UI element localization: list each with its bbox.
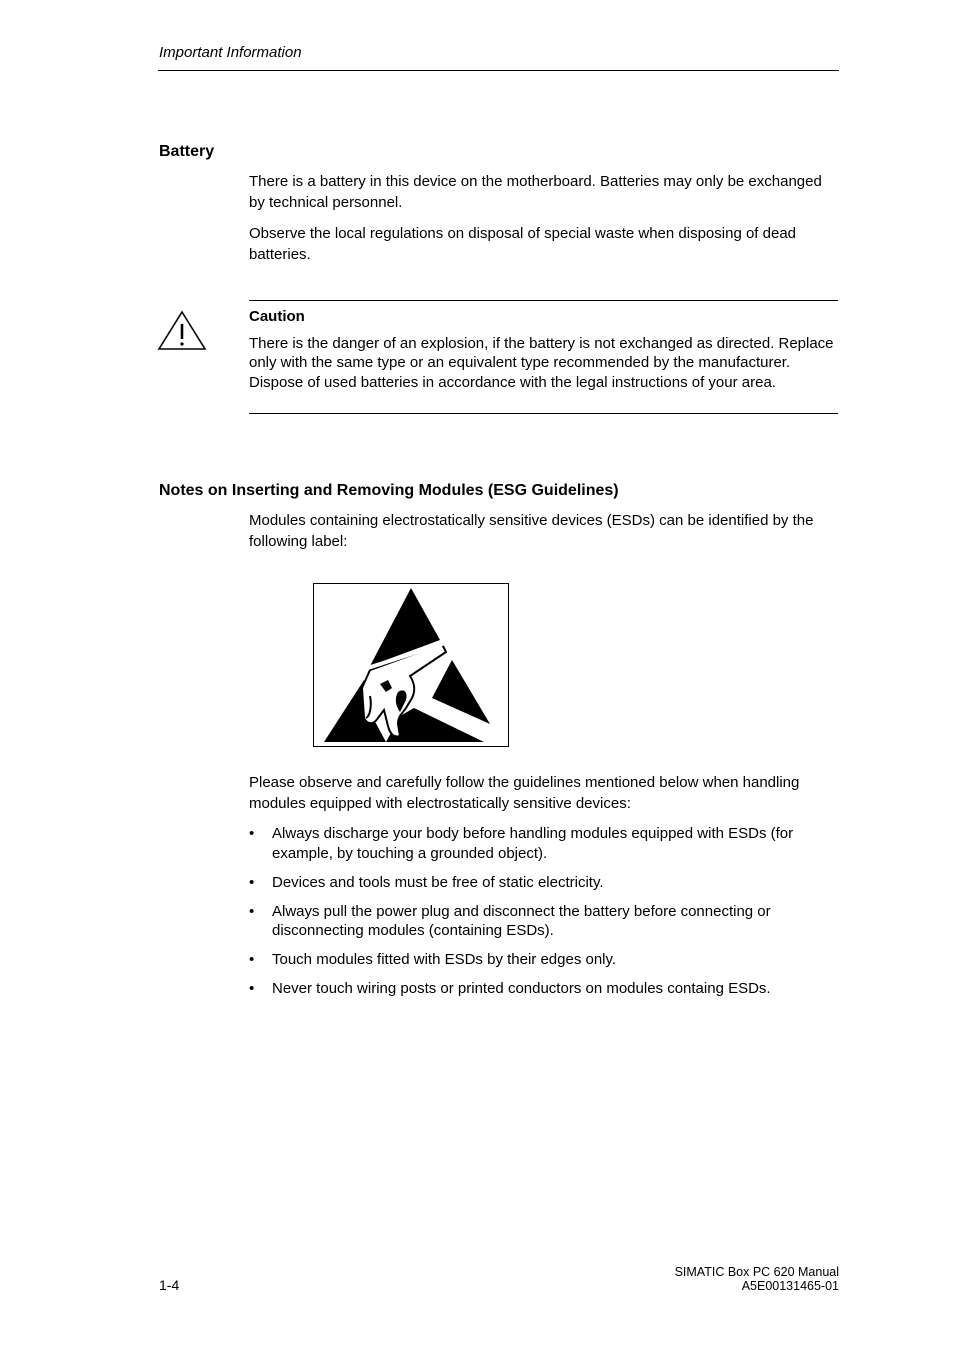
caution-text: There is the danger of an explosion, if the battery is not exchanged as directed. Replace only with the same type or an equivalent type recommended by the manufacturer. Dispose of used batteries in accordance with the legal instructions of your area. — [249, 335, 834, 391]
list-item-text: Devices and tools must be free of static electricity. — [272, 873, 604, 891]
battery-paragraph-1: There is a battery in this device on the motherboard. Batteries may only be exchanged by technical personnel. — [249, 173, 822, 211]
running-header: Important Information — [159, 44, 302, 61]
battery-heading: Battery — [159, 143, 215, 160]
footer-manual-title: SIMATIC Box PC 620 Manual — [674, 1265, 839, 1279]
list-item — [249, 950, 839, 970]
guidelines-list — [249, 824, 839, 1008]
bullet-symbol: • — [249, 902, 255, 920]
list-item-text: Touch modules fitted with ESDs by their edges only. — [272, 951, 617, 968]
caution-bottom-rule — [249, 413, 838, 414]
esd-warning-icon — [314, 584, 508, 746]
bullet-symbol: • — [249, 825, 255, 842]
esg-intro: Modules containing electrostatically sensitive devices (ESDs) can be identified by the following label: — [249, 512, 814, 550]
caution-top-rule — [249, 300, 838, 301]
footer-doc-number: A5E00131465-01 — [741, 1279, 839, 1293]
list-item-text: Always pull the power plug and disconnect the battery before connecting or disconnecting modules (containing ESDs). — [272, 902, 771, 939]
header-divider — [158, 70, 839, 71]
page-number: 1-4 — [159, 1277, 180, 1293]
list-item — [249, 824, 839, 863]
list-item — [249, 902, 839, 941]
esd-label-frame — [313, 583, 509, 747]
caution-title: Caution — [249, 308, 305, 325]
list-item-text: Always discharge your body before handling modules equipped with ESDs (for example, by touching a grounded object). — [272, 825, 794, 862]
bullet-symbol: • — [249, 873, 255, 891]
guidelines-intro: Please observe and carefully follow the guidelines mentioned below when handling modules equipped with electrostatically sensitive devices: — [249, 774, 800, 812]
battery-paragraph-2: Observe the local regulations on disposal of special waste when disposing of dead batteries. — [249, 225, 797, 263]
bullet-symbol: • — [249, 980, 255, 997]
warning-triangle-icon — [157, 310, 207, 352]
list-item — [249, 873, 839, 893]
bullet-symbol: • — [249, 951, 255, 968]
esg-heading: Notes on Inserting and Removing Modules (ESG Guidelines) — [159, 482, 619, 499]
list-item-text: Never touch wiring posts or printed conductors on modules containg ESDs. — [272, 980, 771, 997]
list-item — [249, 979, 839, 999]
